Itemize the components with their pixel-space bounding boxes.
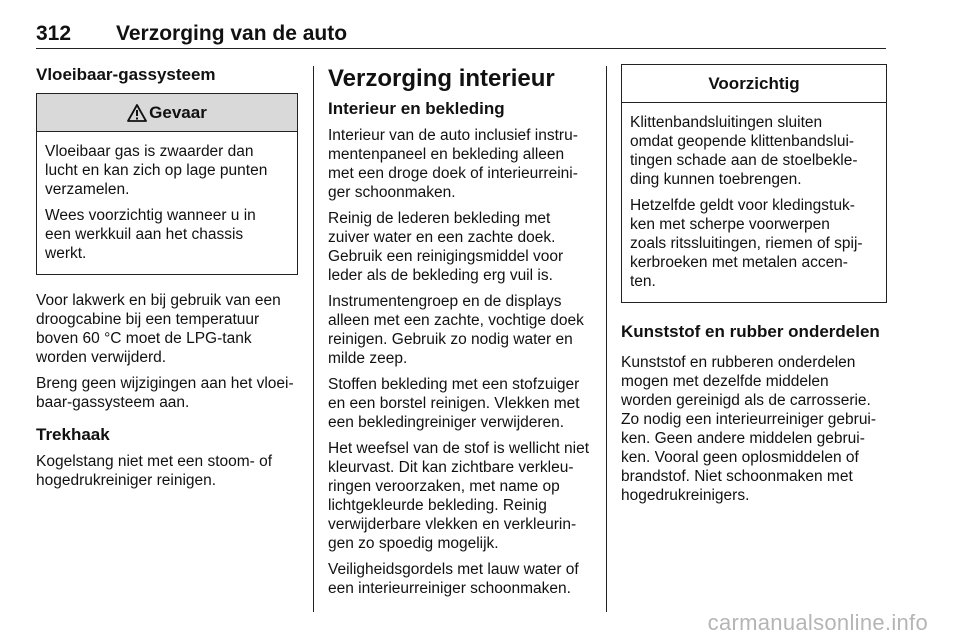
danger-box-title: Gevaar <box>149 102 207 122</box>
caution-paragraph: Klittenbandsluitingen sluiten omdat geopende klittenbandslui- tingen schade aan de stoelbekle- ding kunnen toebrengen. <box>630 114 858 188</box>
body-paragraph: Reinig de lederen bekleding met zuiver water en een zachte doek. Gebruik een reinigingsmiddel voor leder als de bekleding erg vuil is. <box>328 210 564 284</box>
body-paragraph: Voor lakwerk en bij gebruik van een droogcabine bij een temperatuur boven 60 °C moet de LPG-tank worden verwijderd. <box>36 292 281 366</box>
trekhaak-paragraph: Kogelstang niet met een stoom- of hogedrukreiniger reinigen. <box>36 453 273 489</box>
column-middle <box>328 64 594 605</box>
page-header <box>36 22 886 49</box>
column-left <box>36 64 298 497</box>
section-heading-lpg: Vloeibaar-gassysteem <box>36 65 216 84</box>
caution-box-title: Voorzichtig <box>708 73 800 93</box>
danger-box-body <box>37 132 297 274</box>
caution-box-header <box>622 65 886 103</box>
watermark: carmanualsonline.info <box>707 610 928 635</box>
danger-paragraph: Wees voorzichtig wanneer u in een werkkuil aan het chassis werkt. <box>45 207 256 262</box>
caution-paragraph: Hetzelfde geldt voor kledingstuk- ken met scherpe voorwerpen zoals ritssluitingen, riemen of spij- kerbroeken met metalen accen- ten. <box>630 197 863 290</box>
subheading-trekhaak: Trekhaak <box>36 425 110 444</box>
danger-box <box>36 93 298 275</box>
caution-box-body <box>622 103 886 302</box>
column-right <box>621 64 887 512</box>
column-divider <box>606 66 607 612</box>
body-paragraph: Stoffen bekleding met een stofzuiger en een borstel reinigen. Vlekken met een bekledingreiniger verwijderen. <box>328 376 580 431</box>
chapter-title: Verzorging van de auto <box>116 22 348 45</box>
danger-paragraph: Vloeibaar gas is zwaarder dan lucht en kan zich op lage punten verzamelen. <box>45 143 268 198</box>
subheading-interieur-bekleding: Interieur en bekleding <box>328 99 505 118</box>
kunststof-paragraph: Kunststof en rubberen onderdelen mogen met dezelfde middelen worden gereinigd als de carrosserie. Zo nodig een interieurreiniger gebrui- ken. Geen andere middelen gebrui- ken. Vooral geen oplosmiddelen of brandstof. Niet schoonmaken met hogedrukreinigers. <box>621 354 877 504</box>
section-heading-interieur: Verzorging interieur <box>328 65 555 92</box>
subheading-kunststof: Kunststof en rubber onderdelen <box>621 322 880 341</box>
column-divider <box>313 66 314 612</box>
danger-box-header <box>37 94 297 132</box>
body-paragraph: Veiligheidsgordels met lauw water of een interieurreiniger schoonmaken. <box>328 561 579 597</box>
caution-box <box>621 64 887 303</box>
page-number: 312 <box>36 22 72 45</box>
body-paragraph: Interieur van de auto inclusief instru- mentenpaneel en bekleding alleen met een droge doek of interieurreini- ger schoonmaken. <box>328 127 578 201</box>
warning-triangle-icon <box>127 104 147 122</box>
body-paragraph: Het weefsel van de stof is wellicht niet kleurvast. Dit kan zichtbare verkleu- ringen veroorzaken, met name op lichtgekleurde bekleding. Reinig verwijderbare vlekken en verkleurin- gen zo spoedig mogelijk. <box>328 440 590 552</box>
body-paragraph: Breng geen wijzigingen aan het vloei- baar-gassysteem aan. <box>36 375 294 411</box>
body-paragraph: Instrumentengroep en de displays alleen met een zachte, vochtige doek reinigen. Gebruik zo nodig water en milde zeep. <box>328 293 584 367</box>
